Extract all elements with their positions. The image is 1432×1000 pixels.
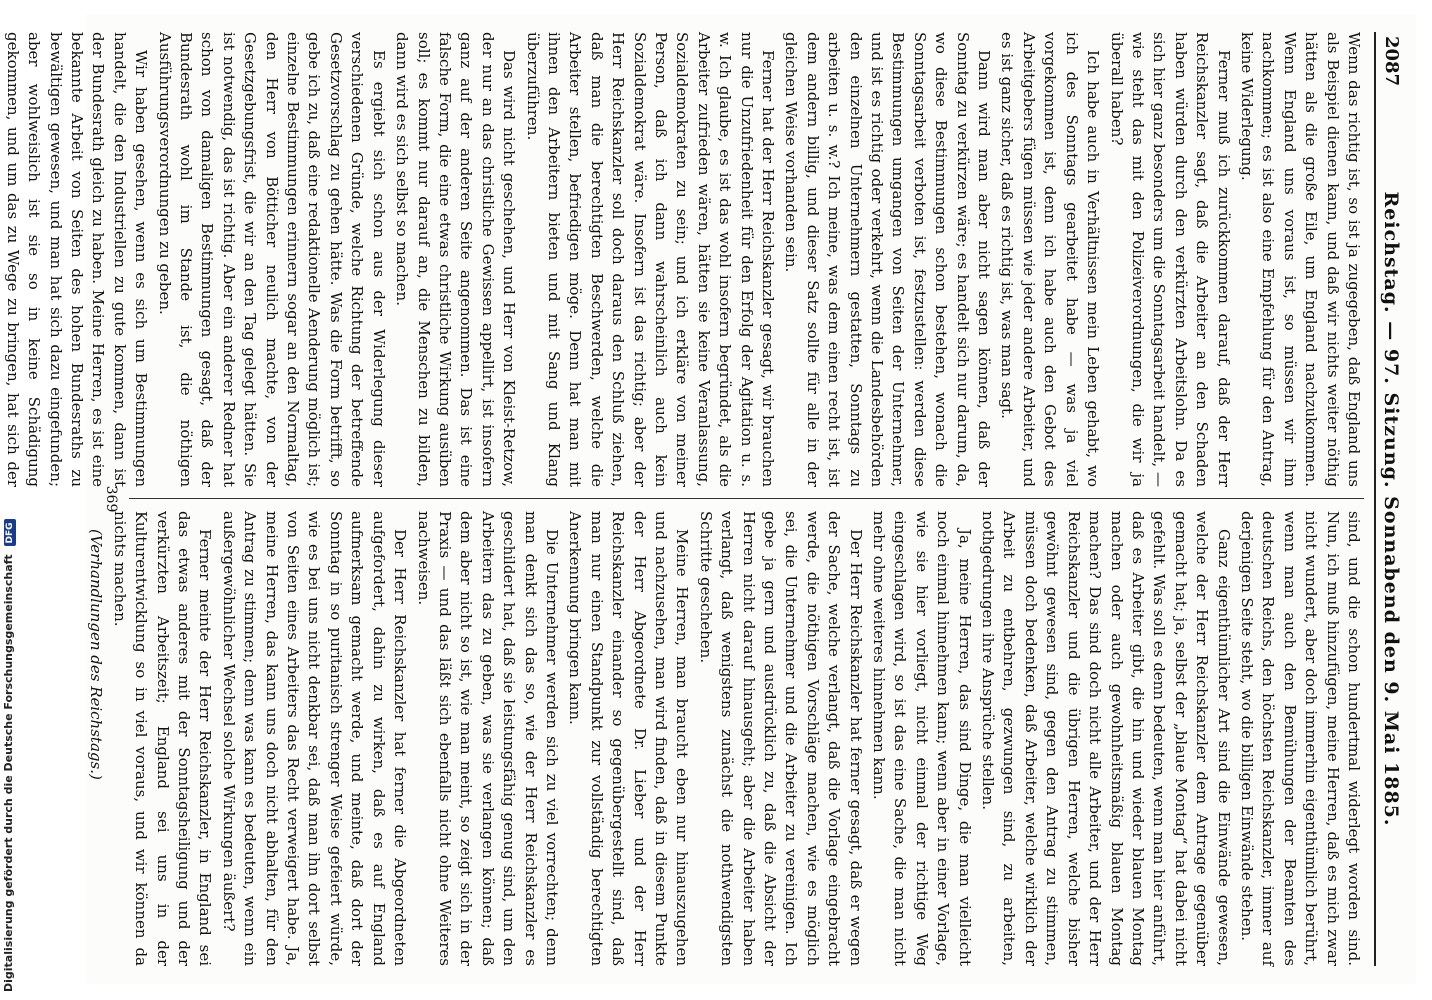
page-header bbox=[1374, 32, 1406, 966]
left-column bbox=[3, 32, 1364, 487]
paragraph: Meine Herren, man braucht eben nur hinauszugehen und nachzusehen, man wird finden, daß in diesem Punkte der Herr Abgeordnete Dr. Lieber und der Herr Reichskanzler einander so gegenübergestellt sind, daß man nur einen Standpunkt zur vollständig berechtigten Anerkennung bringen kann. bbox=[566, 511, 692, 966]
page-number: 2087 bbox=[1381, 36, 1402, 87]
paragraph: Das wird nicht geschehen, und Herr von Kleist-Retzow, der nur an das christliche Gewissen appellirt, ist insofern ganz auf der anderen Seite angenommen. Das ist eine falsche Form, die eine etwas christliche Wirkung ausüben soll; es kommt nur darauf an, die Menschen zu bilden, dann wird es sich selbst so machen. bbox=[393, 32, 519, 487]
paragraph: Ferner meinte der Herr Reichskanzler, in England sei das etwas anderes mit der Sonntagsheiligung und der verkürzten Arbeitszeit; England sei uns in der Kulturentwicklung so in viel voraus, und wir können da nichts machen. bbox=[110, 511, 215, 966]
paragraph: Ja, meine Herren, das sind Dinge, die man vielleicht noch einmal hinnehmen kann; wenn aber in einer Vorlage, wie sie hier vorliegt, nicht einmal der richtige Weg eingeschlagen wird, so ist das eine Sache, die man nicht mehr ohne weiteres hinnehmen kann. bbox=[870, 511, 974, 966]
digitization-credit bbox=[2, 0, 16, 1000]
paragraph: Es ergiebt sich schon aus der Widerlegung dieser verschiedenen Gründe, welche Richtung der betreffende Gesetzvorschlag zu gehen hätte. Was die Form betrifft, so gebe ich zu, daß eine redaktionelle Aenderung möglich ist; einzelne Bestimmungen erinnern sogar an den Normaltag, den Herr von Bötticher neulich machte, von der Gesetzgebungsfrist, die wir an den Tag gelegt hätten. Sie ist notwendig, das ist richtig. Aber ein anderer Redner hat schon von damaligen Bestimmungen gesagt, daß der Bundesrath wohl im Stande ist, die nöthigen Ausführungsverordnungen zu geben. bbox=[155, 32, 388, 487]
right-column bbox=[87, 511, 1364, 966]
paragraph: Wir haben gesehen, wenn es sich um Bestimmungen handelt, die den Industriellen zu gute kommen, dann ist der Bundesrath gleich zu haben. Meine Herren, es ist eine bekannte Arbeit von Seiten des hohen Bundesraths zu bewältigen gewesen, und man hat sich dazu eingefunden; aber wohlweislich ist sie so in keine Schädigung gekommen, und um das zu Wege zu bringen, hat sich der bbox=[3, 32, 151, 487]
paragraph: Ferner hat der Herr Reichskanzler gesagt, wir brauchen nur die Unzufriedenheit für den Erfolg der Agitation u. s. w. Ich glaube, es ist das wohl insofern begründet, als die Arbeiter zufrieden wären, hätten sie keine Veranlassung, Sozialdemokraten zu sein; und ich erkläre von meiner Person, daß ich dann wahrscheinlich auch kein Sozialdemokrat wäre. Insofern ist das richtig; aber der Herr Reichskanzler soll doch daraus den Schluß ziehen, daß man die berechtigten Beschwerden, welche die Arbeiter stellen, befriedigen möge. Denn hat man mit ihnen den Arbeitern bieten und mit Sang und Klang überzuführen. bbox=[523, 32, 778, 487]
paragraph: Der Herr Reichskanzler hat ferner gesagt, daß er wegen der Sache, welche verlangt, daß die Vorlage eingebracht werde, die nöthigen Vorschläge machen, wie es möglich sei, die Unternehmer und die Arbeiter zu vereinigen. Ich gebe ja gern und ausdrücklich zu, daß die Absicht der Herren nicht darauf hinausgeht; aber die Arbeiter haben verlangt, daß wenigstens zunächst die nothwendigsten Schritte geschehen. bbox=[696, 511, 865, 966]
running-title: Reichstag. — 97. Sitzung. Sonnabend den 9. Mai 1885. bbox=[1380, 191, 1402, 827]
dfg-logo: DFG bbox=[4, 519, 16, 546]
paragraph: Die Unternehmer werden sich zu viel vorrechten; denn man denkt sich das so, wie der Herr Reichskanzler es geschildert hat, daß sie leistungsfähig genug sind, um den Arbeitern das zu geben, was sie verlangen können; daß dem aber nicht so ist, wie man meint, so zeigt sich in der Praxis — und das läßt sich ebenfalls nicht ohne Weiteres nachweisen. bbox=[414, 511, 561, 966]
paragraph: sind, und die schon hundertmal widerlegt worden sind. Nun, ich muß hinzufügen, meine Herren, daß es mich zwar nicht wundert, aber doch immerhin eigenthümlich berührt, wenn man auch den Bemühungen der Beamten des deutschen Reichs, den höchsten Reichskanzler, immer auf derjenigen Seite steht, wo die billigen Einwände stehen. bbox=[1237, 511, 1363, 966]
page-footer-number: 369 bbox=[103, 485, 119, 513]
paragraph: Dann wird man aber nicht sagen können, daß der Sonntag zu verkürzen wäre; es handelt sich nur darum, da, wo diese Bestimmungen schon bestehen, wonach die Sonntagsarbeit verboten ist, festzustellen: werden diese Bestimmungen umgangen von Seiten der Unternehmer, und ist es richtig oder verkehrt, wenn die Landesbehörden den einzelnen Unternehmern gestatten, Sonntags zu arbeiten u. s. w.? Ich meine, was dem einen recht ist, ist dem andern billig, und dieser Satz sollte für alle in der gleichen Weise vorhanden sein. bbox=[782, 32, 994, 487]
credit-text: Digitalisierung gefördert durch die Deutsche Forschungsgemeinschaft bbox=[2, 554, 15, 992]
paragraph: Ferner muß ich zurückkommen darauf, daß der Herr Reichskanzler sagt, daß die Arbeiter an den Schaden haben würden durch den verkürzten Arbeitslohn. Da es sich hier ganz besonders um die Sonntagsarbeit handelt, — wie steht das mit den Polizeiverordnungen, die wir ja überall haben? bbox=[1107, 32, 1233, 487]
paragraph: Wenn das richtig ist, so ist ja zugegeben, daß England uns als Beispiel dienen kann, und daß wir nichts weiter nöthig hätten als die große Eile, um England nachzukommen. Wenn England uns voraus ist, so müssen wir ihm nachkommen; es ist also eine Empfehlung für den Antrag, keine Widerlegung. bbox=[1237, 32, 1363, 487]
paragraph: Der Herr Reichskanzler hat ferner die Abgeordneten aufgefordert, dahin zu wirken, daß es auf England aufmerksam gemacht werde, und meinte, daß dort der Sonntag in so puritanisch strenger Weise gefeiert würde, wie es bei uns nicht denkbar sei, daß man ihn dort selbst von Seiten eines Arbeiters das Recht verweigert habe. Ja, meine Herren, das kann uns doch nicht abhalten, für den Antrag zu stimmen; denn was kann es bedeuten, wenn ein außergewöhnlicher Wechsel solche Wirkungen äußert? bbox=[219, 511, 410, 966]
paragraph: (Verhandlungen des Reichstags.) bbox=[87, 529, 106, 780]
paragraph: Ich habe auch in Verhältnissen mein Leben gehabt, wo ich des Sonntags gearbeitet habe — was ja viel vorgekommen ist, denn ich habe auch den Gebot des Arbeitgebers fügen müssen wie jeder andere Arbeiter, und es ist ganz sicher, daß es richtig ist, was man sagt. bbox=[998, 32, 1103, 487]
column-divider bbox=[129, 498, 1364, 499]
paragraph: Ganz eigenthümlicher Art sind die Einwände gewesen, welche der Herr Reichskanzler dem Antrage gegenüber gemacht hat; ja, selbst der „blaue Montag“ hat dabei nicht gefehlt. Was soll es denn bedeuten, wenn man hier anführt, daß es Arbeiter gibt, die hin und wieder blauen Montag machen oder auch gewohnheitsmäßig blauen Montag machen? Das sind doch nicht alle Arbeiter, und der Herr Reichskanzler und die übrigen Herren, welche bisher gewöhnt gewesen sind, gegen den Antrag zu stimmen, müssen doch bedenken, daß Arbeiter, welche wirklich der Arbeit zu entbehren, gezwungen sind, zu arbeiten, nothgedrungen ihre Ansprüche stellen. bbox=[979, 511, 1233, 966]
